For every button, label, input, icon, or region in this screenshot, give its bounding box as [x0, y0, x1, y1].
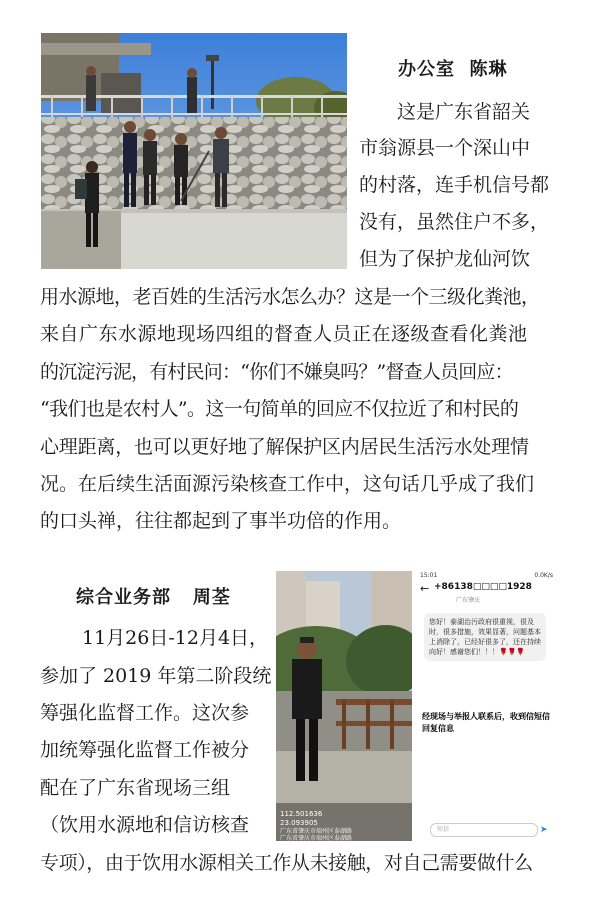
overlay-location: 广东省肇庆市端州区泰湖路: [280, 828, 353, 835]
overlay-coords2: 23.093905: [280, 819, 318, 827]
sms-input-placeholder: 短信: [437, 826, 450, 833]
section1-dept: 办公室: [398, 59, 455, 80]
overlay-location2: 广东省肇庆市端州区泰湖路: [280, 835, 353, 841]
s1-line: 的村落，连手机信号都: [359, 174, 550, 196]
section2-heading: [76, 583, 231, 609]
s2-line: 加统筹强化监督工作被分: [40, 739, 250, 761]
contact-number: +86138□□□□1928: [434, 582, 532, 592]
caption-text: 经现场与举报人联系后，收到信短信回复信息: [422, 712, 550, 733]
send-icon[interactable]: ➤: [540, 825, 548, 835]
s2-line: 配在了广东省现场三组: [40, 777, 231, 799]
section2-dept: 综合业务部: [76, 587, 171, 608]
message-bubble: 您好！泰湖治污政府很重视，很及时，很多措施，效果显著，问题基本上消除了，已经好很多了，还在持续向好！感谢您们！！！🌹🌹🌹: [424, 613, 546, 661]
s1-line: 市翁源县一个深山中: [359, 137, 531, 159]
overlay-coords: 112.501636: [280, 810, 323, 818]
section2-author: 周荃: [192, 587, 231, 608]
s1-line: 但为了保护龙仙河饮: [359, 248, 531, 270]
photo-septic-tank-inspection: [41, 33, 347, 269]
back-arrow-icon[interactable]: ←: [420, 582, 430, 595]
photo-field-person-on-phone: [276, 571, 412, 841]
s2-line: 专项），由于饮用水源相关工作从未接触，对自己需要做什么: [40, 852, 533, 874]
sms-input-bar[interactable]: [430, 823, 538, 837]
s2-line: （饮用水源地和信访核查: [40, 814, 250, 836]
s1-line: 用水源地，老百姓的生活污水怎么办？这是一个三级化粪池，: [40, 286, 540, 308]
s2-line: 11月26日-12月4日，: [82, 627, 269, 649]
s1-line: 的口头禅，往往都起到了事半功倍的作用。: [40, 510, 402, 532]
status-bar: [416, 571, 557, 581]
status-time: 15:01: [420, 572, 438, 579]
s1-line: 来自广东水源地现场四组的督查人员正在逐级查看化粪池: [40, 323, 528, 345]
s1-line: 心理距离，也可以更好地了解保护区内居民生活污水处理情: [40, 436, 529, 458]
phone-sms-screenshot: [416, 571, 557, 841]
s1-line: “我们也是农村人”。这一句简单的回应不仅拉近了和村民的: [40, 398, 519, 420]
section1-heading: [398, 55, 508, 81]
s1-line: 的沉淀污泥，有村民问：“你们不嫌臭吗？”督查人员回应：: [40, 361, 513, 383]
s1-line: 这是广东省韶关: [397, 101, 531, 123]
s2-line: 筹强化监督工作。这次参: [40, 702, 250, 724]
contact-location: 广东肇庆: [456, 597, 481, 604]
s1-line: 况。在后续生活面源污染核查工作中，这句话几乎成了我们: [40, 473, 535, 495]
s2-line: 参加了 2019 年第二阶段统: [40, 665, 272, 687]
s1-line: 没有，虽然住户不多，: [359, 211, 550, 233]
section1-author: 陈琳: [469, 59, 508, 80]
status-right: 0.0K/s: [534, 572, 553, 579]
